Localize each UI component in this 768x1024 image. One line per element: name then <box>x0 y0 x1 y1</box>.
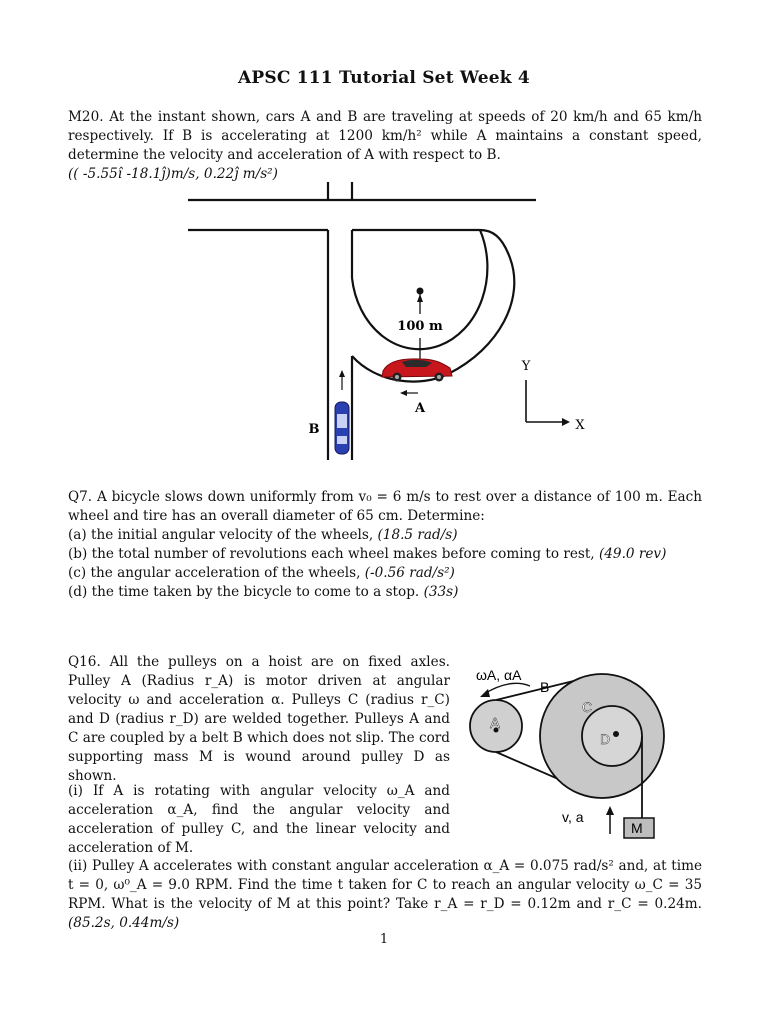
problem-m20 <box>68 108 702 184</box>
velocity-accel-label: v, a <box>562 809 584 825</box>
q7-item-a-text: (a) the initial angular velocity of the wheels, <box>68 527 374 543</box>
belt-b-label: B <box>540 679 550 695</box>
problem-q16-part-ii-text: (ii) Pulley A accelerates with constant angular acceleration α_A = 0.075 rad/s² and, at time t = 0, ω⁰_A = 9.0 RPM. Find the time t taken for C to reach an angular velocity ω_C = 35 RPM. What is the velocity of M at this point? Take r_A = r_D = 0.12m and r_C = 0.24m. <box>68 858 702 912</box>
problem-q16-part-i: (i) If A is rotating with angular velocity ω_A and acceleration α_A, find the angular velocity and acceleration of pulley C, and the linear velocity and acceleration of M. <box>68 783 450 856</box>
axis-y-label: Y <box>521 359 531 374</box>
problem-q7 <box>68 488 702 602</box>
q7-item-b <box>68 545 702 564</box>
axis-x-label: X <box>575 418 585 433</box>
problem-q16-answer: (85.2s, 0.44m/s) <box>68 915 180 931</box>
problem-q16-part-ii <box>68 857 702 933</box>
q7-item-b-answer: (49.0 rev) <box>598 546 667 562</box>
q7-item-c <box>68 564 702 583</box>
q7-item-c-text: (c) the angular acceleration of the wheels, <box>68 565 361 581</box>
omega-alpha-label: ωA, αA <box>476 667 522 683</box>
loop-radius-label: 100 m <box>397 319 443 334</box>
pulley-c-label: C <box>582 699 593 715</box>
problem-m20-text: M20. At the instant shown, cars A and B are traveling at speeds of 20 km/h and 65 km/h respectively. If B is accelerating at 1200 km/h² while A maintains a constant speed, determine the velocity and acceleration of A with respect to B. <box>68 109 702 163</box>
car-b-icon <box>335 402 349 454</box>
pulley-d-label: D <box>600 731 611 747</box>
q7-item-a <box>68 526 702 545</box>
q16-pulley-figure <box>462 660 692 844</box>
car-b-label: B <box>308 422 320 437</box>
q7-item-c-answer: (-0.56 rad/s²) <box>364 565 455 581</box>
q7-item-d-text: (d) the time taken by the bicycle to come to a stop. <box>68 584 420 600</box>
q7-item-d <box>68 583 702 602</box>
page-number: 1 <box>379 932 389 947</box>
problem-m20-answer: (( -5.55î -18.1ĵ)m/s, 0.22ĵ m/s²) <box>68 166 278 182</box>
q7-item-d-answer: (33s) <box>423 584 459 600</box>
problem-q16-intro: Q16. All the pulleys on a hoist are on fixed axles. Pulley A (Radius r_A) is motor driven at angular velocity ω and acceleration α. Pulleys C (radius r_C) and D (radius r_D) are welded together. Pulleys A and C are coupled by a belt B which does not slip. The cord supporting mass M is wound around pulley D as shown. <box>68 654 450 784</box>
problem-q7-intro: Q7. A bicycle slows down uniformly from v₀ = 6 m/s to rest over a distance of 100 m. Each wheel and tire has an overall diameter of 65 cm. Determine: <box>68 489 702 524</box>
pulley-d <box>582 706 642 766</box>
m20-road-figure <box>180 178 600 468</box>
car-a-label: A <box>414 401 426 416</box>
pulley-a-label: A <box>490 715 501 732</box>
q7-item-b-text: (b) the total number of revolutions each wheel makes before coming to rest, <box>68 546 595 562</box>
page-title: APSC 111 Tutorial Set Week 4 <box>238 68 530 88</box>
q7-item-a-answer: (18.5 rad/s) <box>377 527 458 543</box>
mass-m-label: M <box>631 820 643 836</box>
